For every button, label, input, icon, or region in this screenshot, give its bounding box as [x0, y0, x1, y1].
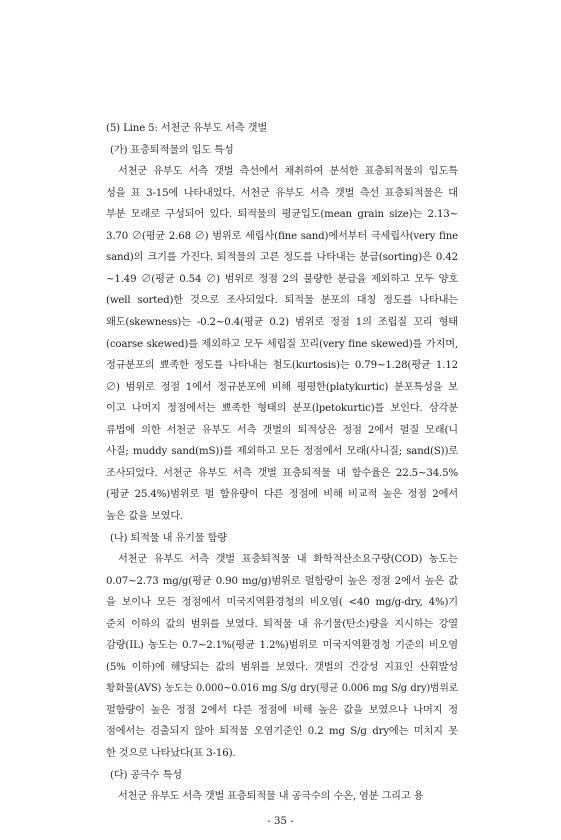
- paragraph-1-line-12: 이고 나머지 정점에서는 뾰족한 형태의 분포(lpetokurtic)를 보인다. 삼각분: [106, 403, 458, 415]
- paragraph-1-line-10: 정규분포의 뾰족한 정도를 나타내는 첨도(kurtosis)는 0.79~1.28(평균 1.12: [106, 360, 458, 372]
- paragraph-2-line-3: 을 보이나 모든 정점에서 미국지역환경청의 비오염( <40 mg/g-dry, 4%)기: [106, 597, 458, 609]
- page-number: - 35 -: [267, 816, 294, 827]
- paragraph-1-line-8: 왜도(skewness)는 -0.2~0.4(평균 0.2) 범위로 정점 1의 조립질 꼬리 형태: [106, 317, 458, 328]
- paragraph-1-line-5: sand)의 크기를 가진다. 퇴적물의 고른 정도를 나타내는 분급(sorting)은 0.42: [106, 252, 458, 264]
- paragraph-1-line-14: 사질; muddy sand(mS))를 제외하고 모든 정점에서 모래(사니질; sand(S))로: [106, 446, 458, 458]
- paragraph-2-line-9: 점에서는 검출되지 않아 퇴적물 오염기준인 0.2 mg S/g dry에는 미치지 못: [106, 726, 458, 738]
- subsection-3-heading: (다) 공극수 특성: [110, 769, 182, 781]
- paragraph-1-line-7: (well sorted)한 것으로 조사되었다. 퇴적물 분포의 대칭 정도를 나타내는: [106, 295, 458, 307]
- paragraph-1-line-15: 조사되었다. 서천군 유부도 서측 갯벌 표층퇴적물 내 함수율은 22.5~34.5%: [106, 467, 458, 479]
- paragraph-1-line-13: 류법에 의한 서천군 유부도 서측 갯벌의 퇴적상은 정점 2에서 펄질 모래(니: [106, 424, 458, 436]
- subsection-2-heading: (나) 퇴적물 내 유기물 함량: [110, 532, 227, 544]
- paragraph-2-line-2: 0.07~2.73 mg/g(평균 0.90 mg/g)범위로 펄함량이 높은 정점 2에서 높은 값: [106, 575, 458, 587]
- paragraph-1-line-11: ∅) 범위로 정점 1에서 정규분포에 비해 평평한(platykurtic) 분포특성을 보: [106, 381, 458, 393]
- paragraph-3-line-1: 서천군 유부도 서측 갯벌 표층퇴적물 내 공극수의 수온, 염분 그리고 용: [118, 791, 424, 803]
- paragraph-2-line-1: 서천군 유부도 서측 갯벌 표층퇴적물 내 화학적산소요구량(COD) 농도는: [118, 554, 458, 565]
- paragraph-2-line-10: 한 것으로 나타났다(표 3-16).: [106, 748, 236, 759]
- paragraph-1-line-6: ~1.49 ∅(평균 0.54 ∅) 범위로 정점 2의 불량한 분급을 제외하고 모두 양호: [106, 273, 458, 285]
- paragraph-2-line-5: 감량(IL) 농도는 0.7~2.1%(평균 1.2%)범위로 미국지역환경청 기준의 비오염: [106, 640, 458, 652]
- paragraph-2-line-4: 준치 이하의 값의 범위를 보였다. 퇴적물 내 유기물(탄소)량을 지시하는 강열: [106, 618, 458, 630]
- paragraph-1-line-17: 높은 값을 보였다.: [106, 510, 184, 522]
- paragraph-1-line-3: 부분 모래로 구성되어 있다. 퇴적물의 평균입도(mean grain size)는 2.13~: [106, 209, 458, 221]
- paragraph-2-line-8: 펄함량이 높은 정점 2에서 다른 정점에 비해 높은 값을 보였으나 나머지 정: [106, 704, 458, 716]
- paragraph-1-line-16: (평균 25.4%)범위로 펄 함유량이 다른 정점에 비해 비교적 높은 정점 2에서: [106, 489, 458, 501]
- paragraph-1-line-4: 3.70 ∅(평균 2.68 ∅) 범위로 세립사(fine sand)에서부터 극세립사(very fine: [106, 230, 458, 242]
- section-heading: (5) Line 5: 서천군 유부도 서측 갯벌: [106, 123, 268, 134]
- paragraph-1-line-1: 서천군 유부도 서측 갯벌 측선에서 채취하여 분석한 표층퇴적물의 입도특: [118, 166, 458, 178]
- paragraph-2-line-7: 황화물(AVS) 농도는 0.000~0.016 mg S/g dry(평균 0.006 mg S/g dry)범위로: [106, 683, 458, 695]
- paragraph-1-line-9: (coarse skewed)를 제외하고 모두 세립질 꼬리(very fine skewed)를 가지며,: [106, 338, 458, 350]
- subsection-1-heading: (가) 표층퇴적물의 입도 특성: [110, 144, 234, 156]
- paragraph-2-line-6: (5% 이하)에 해당되는 값의 범위를 보였다. 갯벌의 건강성 지표인 산휘발성: [106, 661, 458, 673]
- paragraph-1-line-2: 성을 표 3-15에 나타내었다. 서천군 유부도 서측 갯벌 측선 표층퇴적물은 대: [106, 187, 458, 199]
